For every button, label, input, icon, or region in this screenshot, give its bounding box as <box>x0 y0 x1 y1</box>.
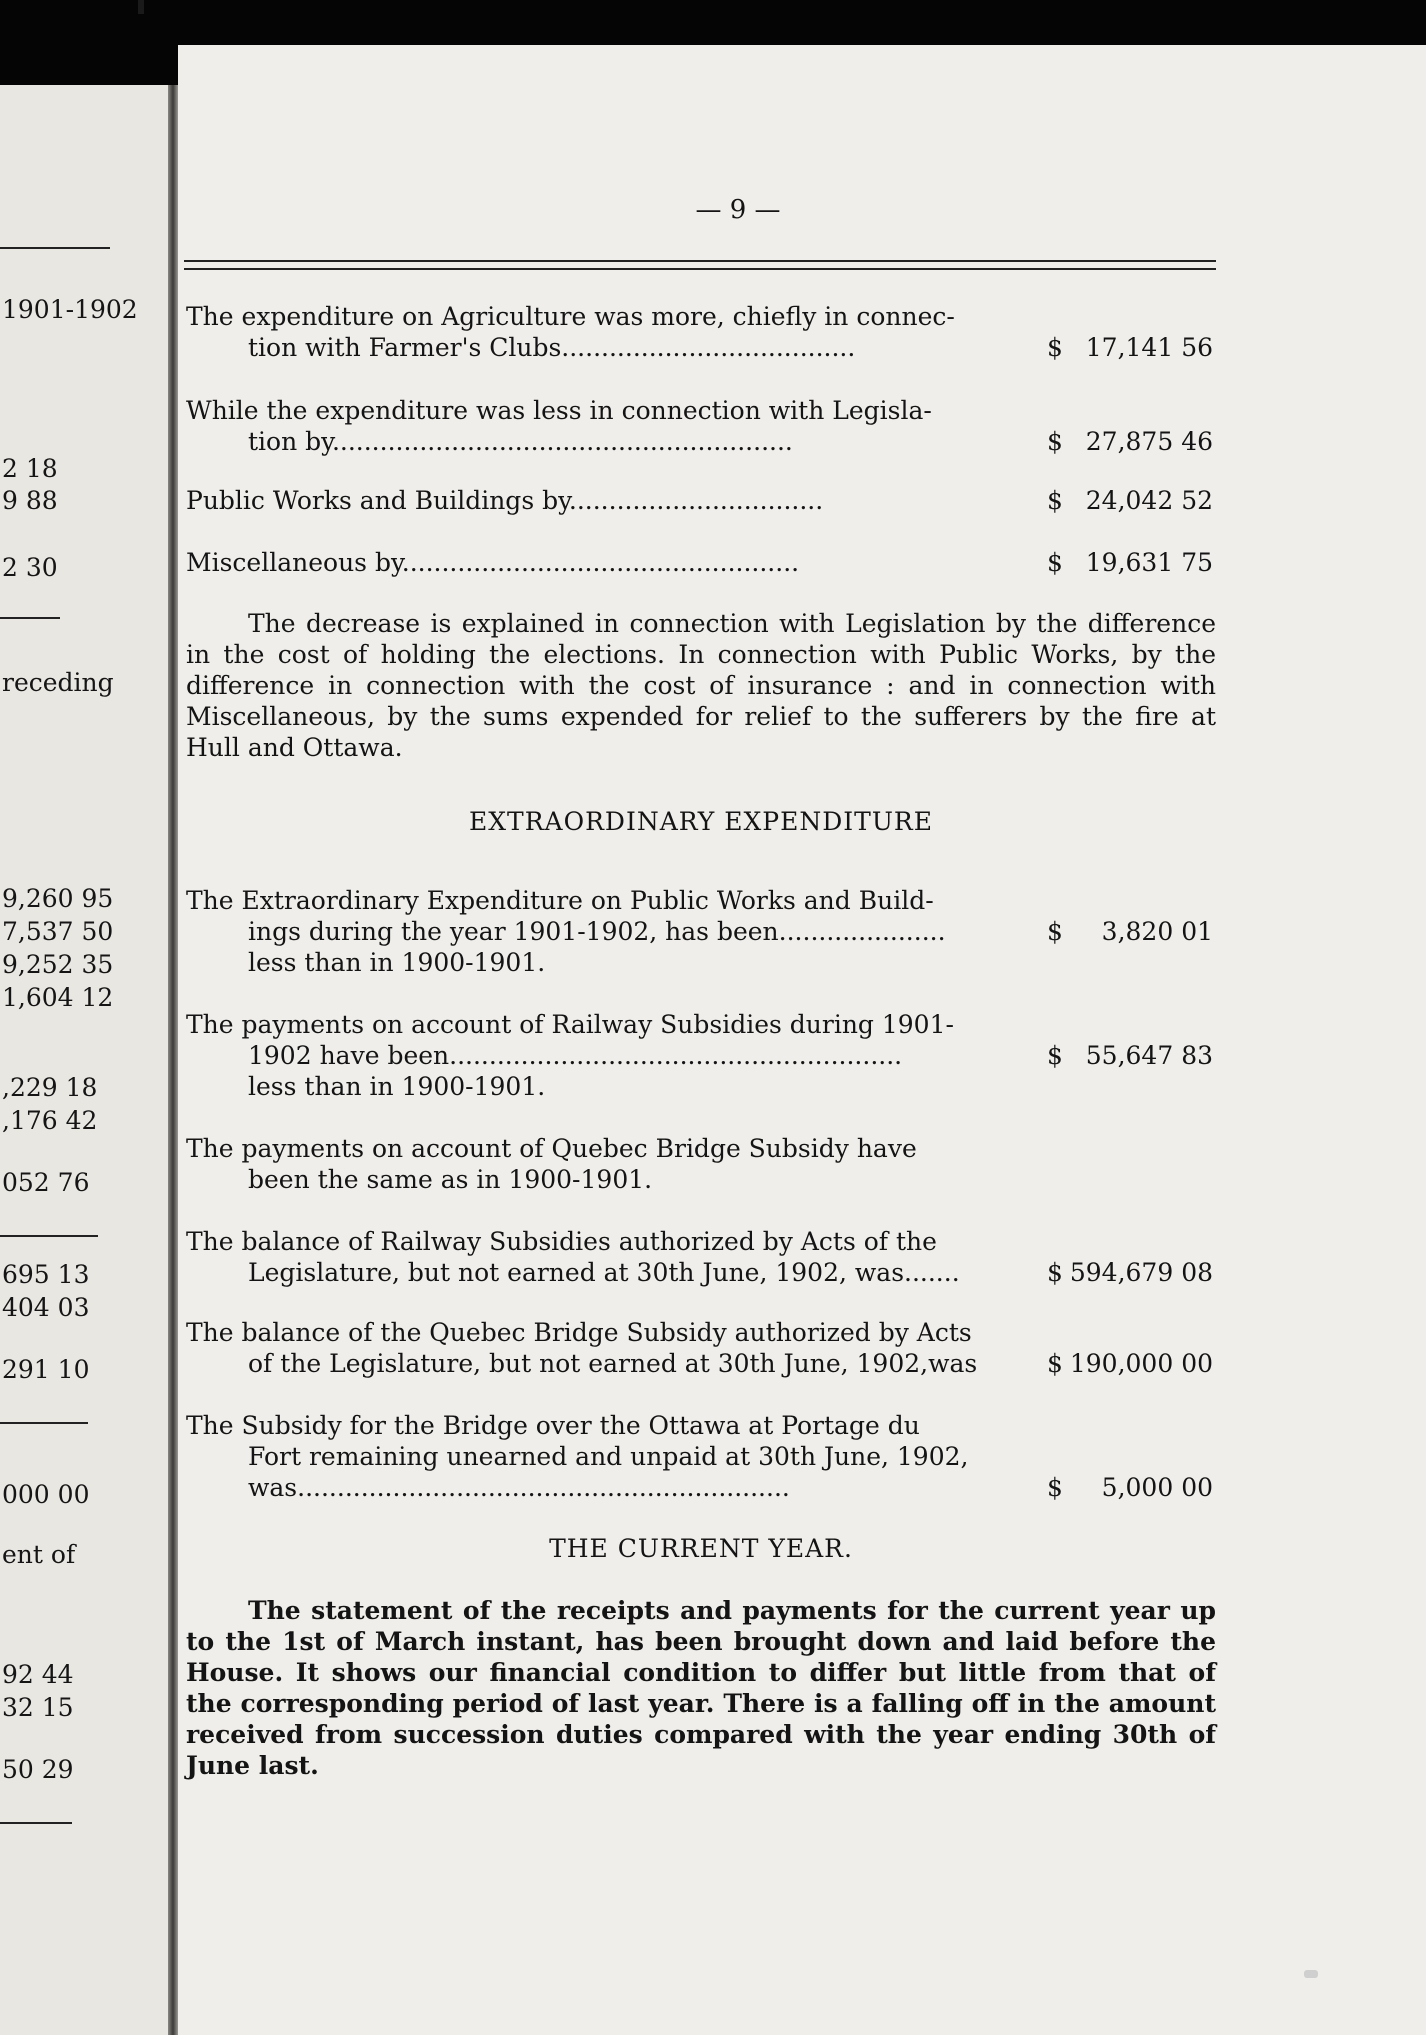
item-line: 1902 have been......................................................... <box>248 1041 903 1070</box>
item-line: been the same as in 1900-1901. <box>248 1165 653 1194</box>
scan-speck <box>1304 1970 1318 1978</box>
dollar-sign: $ <box>1047 548 1063 577</box>
left-page-figure: 32 15 <box>2 1693 74 1722</box>
left-page-figure: 92 44 <box>2 1660 74 1689</box>
left-page-figure: 2 30 <box>2 553 58 582</box>
left-page-figure: 50 29 <box>2 1755 74 1784</box>
left-page-figure: 9,260 95 <box>2 884 114 913</box>
dollar-sign: $ <box>1047 1473 1063 1502</box>
item-line: The Subsidy for the Bridge over the Ottawa at Portage du <box>186 1411 920 1440</box>
left-page-sum-rule <box>0 617 60 619</box>
item-line: Legislature, but not earned at 30th June, 1902, was....... <box>248 1258 960 1287</box>
item-amount: 190,000 00 <box>1069 1349 1213 1378</box>
left-page-figure: 052 76 <box>2 1168 90 1197</box>
entry-line: The expenditure on Agriculture was more, chiefly in connec- <box>186 302 955 331</box>
decrease-paragraph: The decrease is explained in connection with Legislation by the difference in the cost of holding the elections. In connection with Public Works, by the difference in connection with the cost of insurance : and in connection with Miscellaneous, by the sums expended for relief to the sufferers by the fire at Hull and Ottawa. <box>186 609 1216 762</box>
page-number: — 9 — <box>695 195 781 225</box>
left-page-figure: ,229 18 <box>2 1073 98 1102</box>
item-line: The balance of Railway Subsidies authorized by Acts of the <box>186 1227 937 1256</box>
entry-line: tion with Farmer's Clubs..................................... <box>248 333 856 362</box>
dollar-sign: $ <box>1047 917 1063 946</box>
left-page-figure: 404 03 <box>2 1293 90 1322</box>
item-line: The Extraordinary Expenditure on Public Works and Build- <box>186 886 934 915</box>
dollar-sign: $ <box>1047 1258 1063 1287</box>
current-year-paragraph: The statement of the receipts and payments for the current year up to the 1st of March instant, has been brought down and laid before the House. It shows our financial condition to differ but little from that of the corresponding period of last year. There is a falling off in the amount received from succession duties compared with the year ending 30th of June last. <box>186 1596 1216 1780</box>
left-page-figure: 291 10 <box>2 1355 90 1384</box>
section-heading: EXTRAORDINARY EXPENDITURE <box>468 807 933 836</box>
main-page <box>178 45 1426 2035</box>
item-line: of the Legislature, but not earned at 30th June, 1902,was <box>248 1349 978 1378</box>
entry-amount: 24,042 52 <box>1085 486 1213 515</box>
entry-amount: 27,875 46 <box>1085 427 1213 456</box>
item-line: The payments on account of Railway Subsidies during 1901- <box>186 1010 954 1039</box>
left-page-sum-rule <box>0 1822 72 1824</box>
dollar-sign: $ <box>1047 1041 1063 1070</box>
left-page-sum-rule <box>0 1235 98 1237</box>
dollar-sign: $ <box>1047 333 1063 362</box>
header-double-rule <box>184 260 1216 270</box>
item-amount: 55,647 83 <box>1085 1041 1213 1070</box>
left-page-figure: receding <box>2 668 114 697</box>
dollar-sign: $ <box>1047 1349 1063 1378</box>
scan-mark <box>138 0 144 14</box>
entry-amount: 19,631 75 <box>1085 548 1213 577</box>
entry-amount: 17,141 56 <box>1085 333 1213 362</box>
dollar-sign: $ <box>1047 427 1063 456</box>
item-line: ings during the year 1901-1902, has been..................... <box>248 917 946 946</box>
left-page-figure: 9,252 35 <box>2 950 114 979</box>
book-gutter <box>168 85 178 2035</box>
left-page-figure: ,176 42 <box>2 1106 98 1135</box>
adjacent-page-fragment <box>0 85 168 2035</box>
section-heading: THE CURRENT YEAR. <box>549 1534 853 1563</box>
item-line: less than in 1900-1901. <box>248 948 546 977</box>
left-page-figure: 9 88 <box>2 486 58 515</box>
left-page-header: 1901-1902 <box>2 295 138 324</box>
left-page-sum-rule <box>0 1422 88 1424</box>
left-page-figure: 695 13 <box>2 1260 90 1289</box>
entry-line: tion by.......................................................... <box>248 427 793 456</box>
left-page-figure: ent of <box>2 1540 76 1569</box>
item-line: was.............................................................. <box>248 1473 790 1502</box>
item-amount: 3,820 01 <box>1101 917 1213 946</box>
entry-line: While the expenditure was less in connection with Legisla- <box>186 396 932 425</box>
item-line: The payments on account of Quebec Bridge Subsidy have <box>186 1134 917 1163</box>
dollar-sign: $ <box>1047 486 1063 515</box>
entry-line: Public Works and Buildings by................................ <box>186 486 824 515</box>
left-page-rule <box>0 247 110 249</box>
item-line: Fort remaining unearned and unpaid at 30th June, 1902, <box>248 1442 969 1471</box>
left-page-figure: 000 00 <box>2 1480 90 1509</box>
item-line: less than in 1900-1901. <box>248 1072 546 1101</box>
left-page-figure: 1,604 12 <box>2 983 114 1012</box>
left-page-figure: 7,537 50 <box>2 917 114 946</box>
entry-line: Miscellaneous by.................................................. <box>186 548 800 577</box>
item-amount: 5,000 00 <box>1101 1473 1213 1502</box>
item-amount: 594,679 08 <box>1069 1258 1213 1287</box>
item-line: The balance of the Quebec Bridge Subsidy authorized by Acts <box>186 1318 972 1347</box>
left-page-figure: 2 18 <box>2 454 58 483</box>
